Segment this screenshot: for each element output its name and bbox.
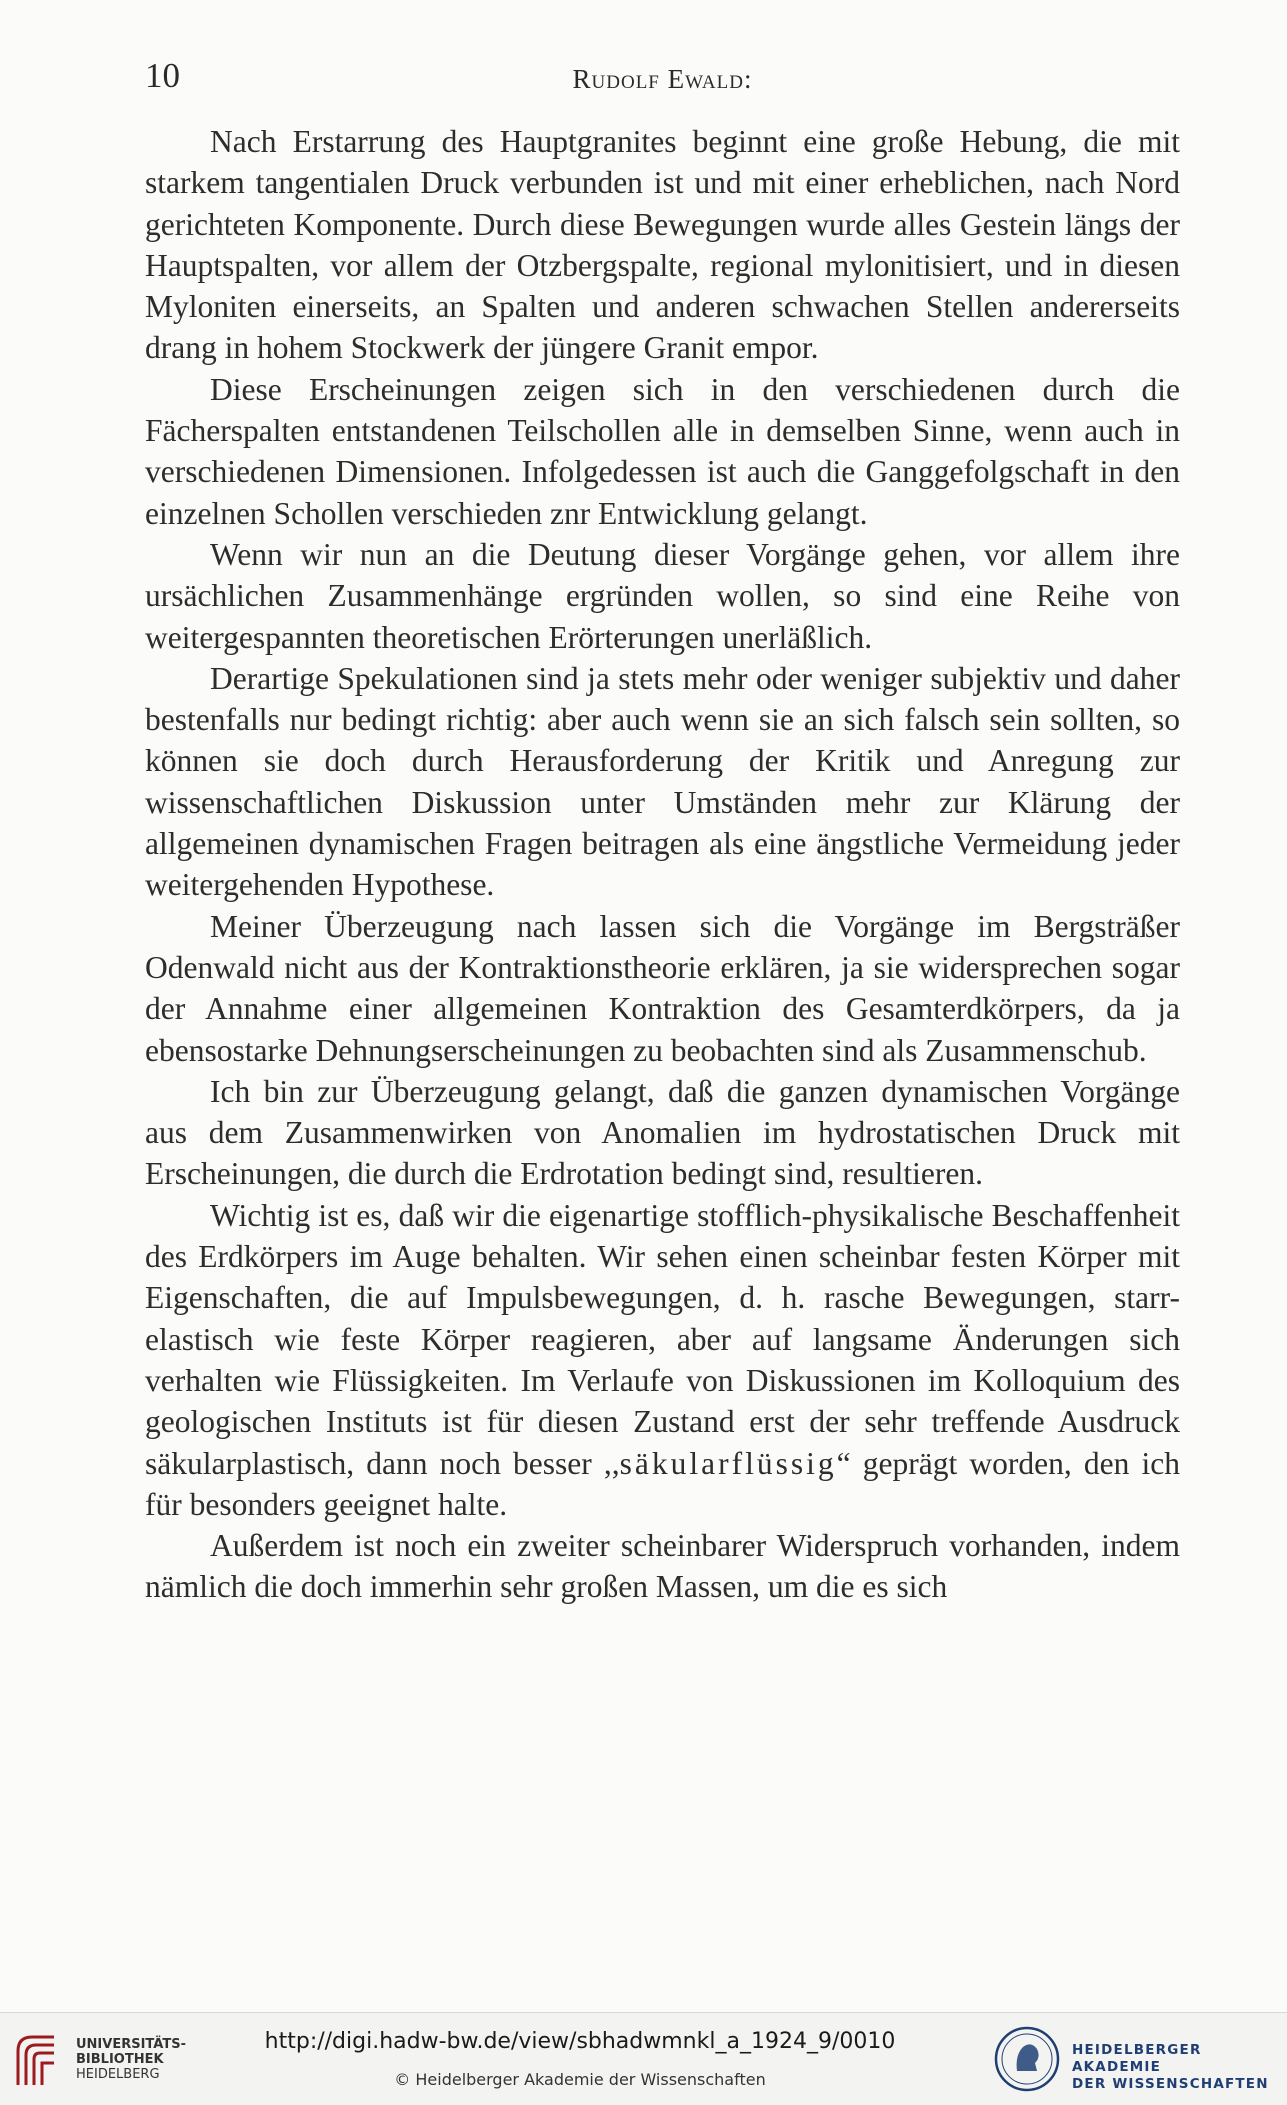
- paragraph: [145, 1195, 1180, 1525]
- page-header: [145, 52, 1180, 102]
- academy-seal-icon: [993, 2025, 1061, 2093]
- paragraph: Nach Erstarrung des Hauptgranites beginnt eine große Hebung, die mit starkem tangentialen Druck verbunden ist und mit einer erheblichen, nach Nord gerichteten Komponente. Durch diese Bewegungen wurde alles Gestein längs der Hauptspalten, vor allem der Otzbergspalte, regional mylonitisiert, und in diesen Myloniten einerseits, an Spalten und anderen schwachen Stellen andererseits drang in hohem Stockwerk der jüngere Granit empor.: [145, 124, 1180, 366]
- footer-bar: [0, 2012, 1287, 2105]
- running-head: Rudolf Ewald:: [572, 64, 753, 94]
- paragraph-text: Wichtig ist es, daß wir die eigenartige stofflich-physikalische Beschaffenheit des Erdkörpers im Auge behalten. Wir sehen einen scheinbar festen Körper mit Eigenschaften, die auf Impulsbewegungen, d. h. rasche Bewegungen, starr-elastisch wie feste Körper reagieren, aber auf langsame Änderungen sich verhalten wie Flüssigkeiten. Im Verlaufe von Diskussionen im Kolloquium des geologischen Instituts ist für diesen Zustand erst der sehr treffende Ausdruck säkularplastisch, dann noch besser ,,: [145, 1197, 1180, 1481]
- copyright-notice: © Heidelberger Akademie der Wissenschaften: [394, 2070, 766, 2089]
- academy-name: [1072, 2042, 1287, 2093]
- paragraph: Wenn wir nun an die Deutung dieser Vorgänge gehen, vor allem ihre ursächlichen Zusammenhänge ergründen wollen, so sind eine Reihe von weitergespannten theoretischen Erörterungen unerläßlich.: [145, 536, 1180, 655]
- academy-line: DER WISSENSCHAFTEN: [1072, 2076, 1269, 2092]
- page-number: 10: [145, 56, 180, 95]
- paragraph: Außerdem ist noch ein zweiter scheinbarer Widerspruch vorhanden, indem nämlich die doch immerhin sehr großen Massen, um die es sich: [145, 1528, 1180, 1605]
- paragraph: Derartige Spekulationen sind ja stets mehr oder weniger subjektiv und daher bestenfalls nur bedingt richtig: aber auch wenn sie an sich falsch sein sollten, so können sie doch durch Herausforderung der Kritik und Anregung zur wissenschaftlichen Diskussion unter Umständen mehr zur Klärung der allgemeinen dynamischen Fragen beitragen als eine ängstliche Vermeidung jeder weitergehenden Hypothese.: [145, 660, 1180, 903]
- library-line: HEIDELBERG: [76, 2067, 160, 2082]
- spaced-term: säkularflüssig: [619, 1445, 837, 1481]
- library-line: UNIVERSITÄTS-: [76, 2037, 186, 2052]
- paragraph: Meiner Überzeugung nach lassen sich die Vorgänge im Bergsträßer Odenwald nicht aus der Kontraktionstheorie erklären, ja sie widersprechen sogar der Annahme einer allgemeinen Kontraktion des Gesamterdkörpers, da ja ebensostarke Dehnungserscheinungen zu beobachten sind als Zusammenschub.: [145, 908, 1180, 1068]
- university-library-logo-icon: [14, 2031, 70, 2089]
- permalink-url[interactable]: http://digi.hadw-bw.de/view/sbhadwmnkl_a_1924_9/0010: [264, 2029, 896, 2054]
- university-library-name: [76, 2037, 186, 2082]
- paragraph-text: “ geprägt worden, den ich für besonders geeignet halte.: [145, 1445, 1180, 1522]
- academy-line: HEIDELBERGER AKADEMIE: [1072, 2042, 1202, 2075]
- library-line: BIBLIOTHEK: [76, 2052, 164, 2067]
- paragraph: Diese Erscheinungen zeigen sich in den verschiedenen durch die Fächerspalten entstandenen Teilschollen alle in demselben Sinne, wenn auch in verschiedenen Dimensionen. Infolgedessen ist auch die Ganggefolgschaft in den einzelnen Schollen verschieden znr Entwicklung gelangt.: [145, 371, 1180, 531]
- body-text: [145, 121, 1180, 1608]
- paragraph: Ich bin zur Überzeugung gelangt, daß die ganzen dynamischen Vorgänge aus dem Zusammenwirken von Anomalien im hydrostatischen Druck mit Erscheinungen, die durch die Erdrotation bedingt sind, resultieren.: [145, 1073, 1180, 1192]
